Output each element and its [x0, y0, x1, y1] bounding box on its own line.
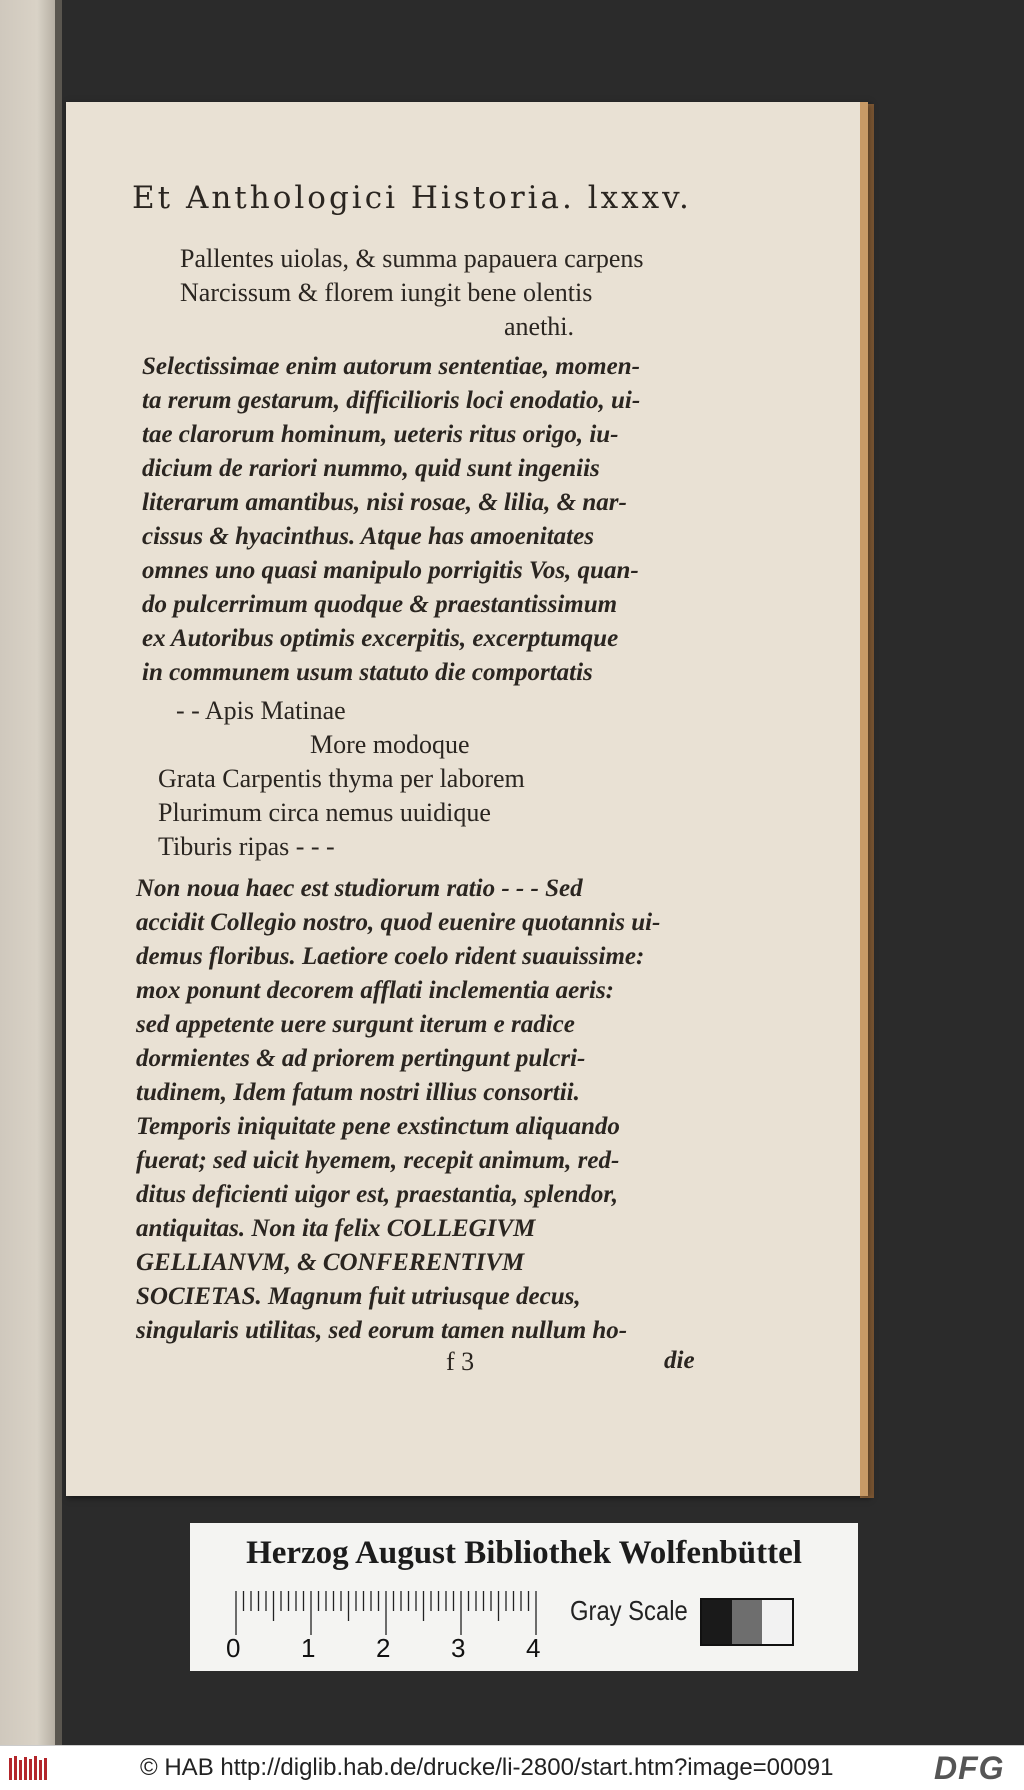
prose-line: in communem usum statuto die comportatis [142, 659, 593, 686]
prose-line: cissus & hyacinthus. Atque has amoenitates [142, 523, 594, 550]
prose-line: ditus deficienti uigor est, praestantia, splendor, [136, 1181, 618, 1208]
prose-line: SOCIETAS. Magnum fuit utriusque decus, [136, 1283, 581, 1310]
verse-line: Tiburis ripas - - - [158, 832, 335, 861]
prose-line: ex Autoribus optimis excerpitis, excerptumque [142, 625, 619, 652]
prose-line: Selectissimae enim autorum sententiae, momen- [142, 353, 640, 380]
verse-line: Plurimum circa nemus uuidique [158, 798, 491, 827]
source-credit: © HAB http://diglib.hab.de/drucke/li-2800/start.htm?image=00091 [140, 1754, 834, 1781]
prose-line: ta rerum gestarum, difficilioris loci enodatio, ui- [142, 387, 641, 414]
prose-line: dormientes & ad priorem pertingunt pulcri- [136, 1045, 586, 1072]
ruler-number: 0 [226, 1633, 241, 1663]
verse-line: anethi. [504, 312, 575, 341]
verse-line: Narcissum & florem iungit bene olentis [180, 278, 593, 307]
prose-line: dicium de rariori nummo, quid sunt ingeniis [142, 455, 600, 482]
ruler-number: 1 [301, 1633, 316, 1663]
hab-logo-icon [8, 1754, 48, 1782]
ruler [232, 1591, 542, 1635]
viewer-footer [0, 1745, 1024, 1790]
ruler-numbers [226, 1633, 556, 1663]
color-scale-card [190, 1523, 858, 1671]
verse-line: More modoque [310, 730, 470, 759]
signature-mark: f 3 [446, 1347, 475, 1376]
adjacent-page-edge [0, 0, 62, 1745]
prose-line: singularis utilitas, sed eorum tamen nullum ho- [136, 1317, 628, 1344]
prose-line: tae clarorum hominum, ueteris ritus origo, iu- [142, 421, 619, 448]
gray-patch-mid [732, 1600, 762, 1644]
ruler-number: 2 [376, 1633, 391, 1663]
prose-line: Temporis iniquitate pene exstinctum aliquando [136, 1113, 620, 1140]
gray-scale-label: Gray Scale [570, 1595, 688, 1626]
gray-scale-patches [700, 1598, 794, 1646]
prose-line: sed appetente uere surgunt iterum e radice [136, 1011, 575, 1038]
prose-line: Non noua haec est studiorum ratio - - - Sed [136, 875, 583, 902]
prose-line: omnes uno quasi manipulo porrigitis Vos, quan- [142, 557, 639, 584]
gray-patch-dark [702, 1600, 732, 1644]
gray-patch-light [762, 1600, 792, 1644]
prose-line: GELLIANVM, & CONFERENTIVM [136, 1249, 525, 1276]
prose-line: demus floribus. Laetiore coelo rident suauissime: [136, 943, 645, 970]
prose-line: mox ponunt decorem afflati inclementia aeris: [136, 977, 615, 1004]
prose-line: literarum amantibus, nisi rosae, & lilia, & nar- [142, 489, 627, 516]
prose-line: accidit Collegio nostro, quod euenire quotannis ui- [136, 909, 661, 936]
catchword: die [664, 1347, 695, 1374]
verse-line: Grata Carpentis thyma per laborem [158, 764, 525, 793]
prose-line: antiquitas. Non ita felix COLLEGIVM [136, 1215, 536, 1242]
dfg-logo: DFG [934, 1750, 1005, 1786]
prose-line: do pulcerrimum quodque & praestantissimum [142, 591, 618, 618]
ruler-number: 3 [451, 1633, 466, 1663]
ruler-number: 4 [526, 1633, 541, 1663]
verse-line: Pallentes uiolas, & summa papauera carpens [180, 244, 644, 273]
running-head: Et Anthologici Historia. lxxxv. [132, 180, 692, 216]
prose-line: tudinem, Idem fatum nostri illius consortii. [136, 1079, 580, 1106]
library-name: Herzog August Bibliothek Wolfenbüttel [246, 1535, 802, 1571]
prose-line: fuerat; sed uicit hyemem, recepit animum, red- [136, 1147, 620, 1174]
verse-line: - - Apis Matinae [176, 696, 346, 725]
